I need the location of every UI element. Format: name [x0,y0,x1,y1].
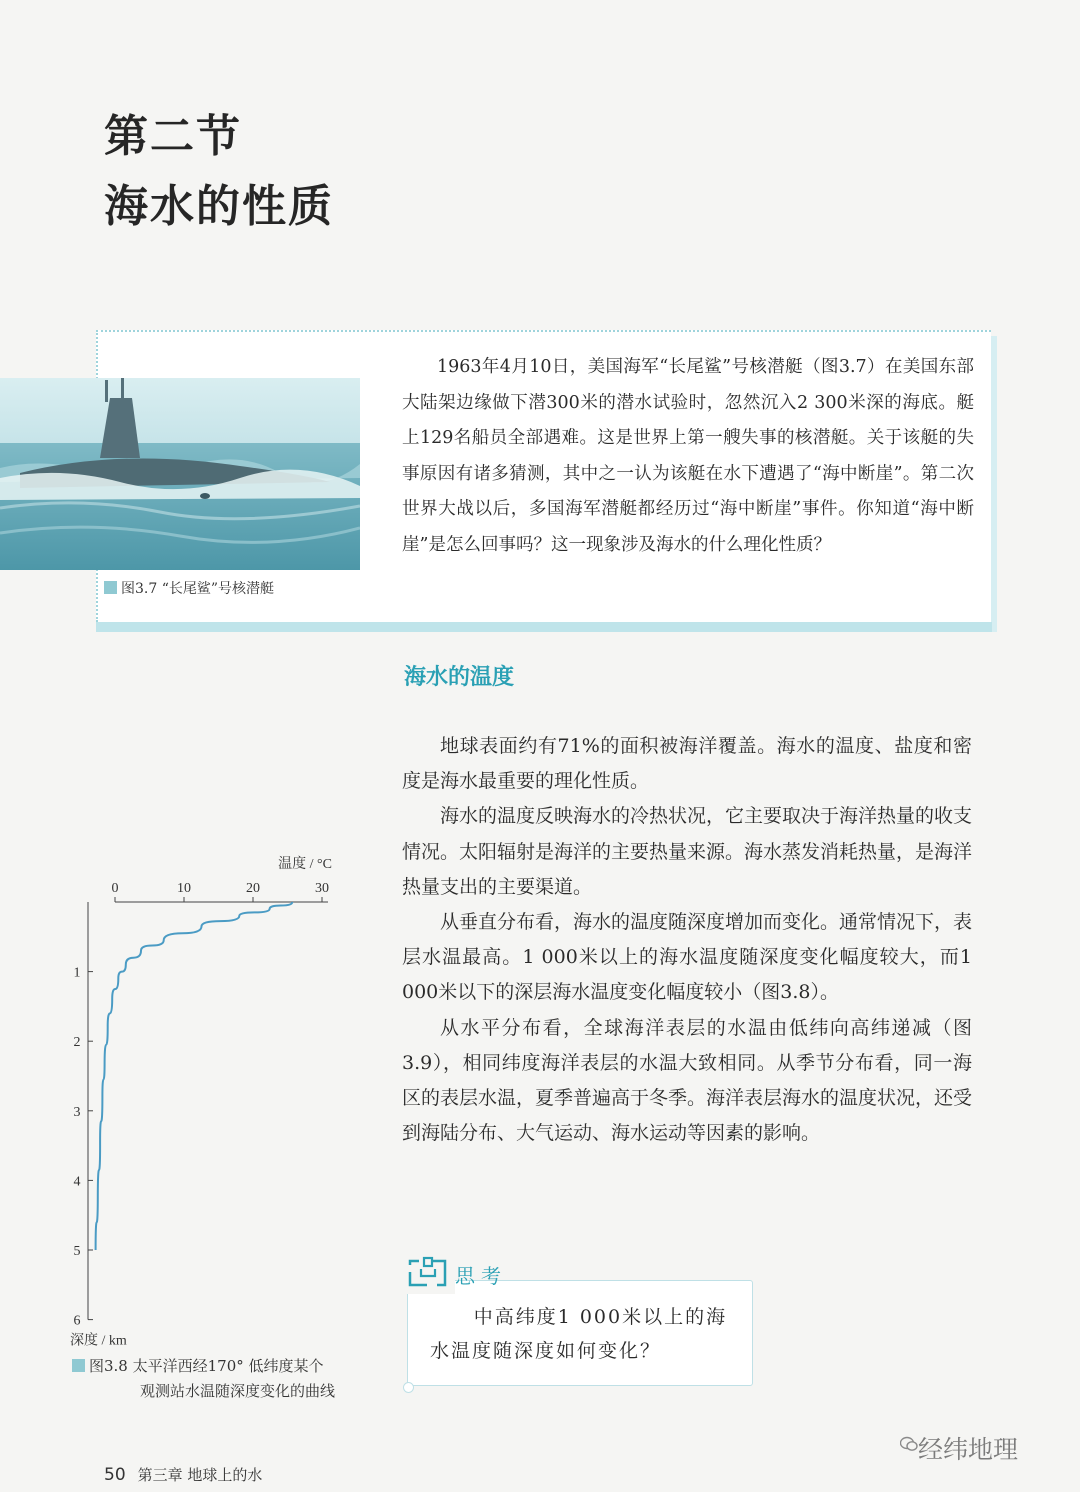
paragraph: 海水的温度反映海水的冷热状况，它主要取决于海洋热量的收支情况。太阳辐射是海洋的主要热量来源。海水蒸发消耗热量，是海洋热量支出的主要渠道。 [402,805,973,898]
temperature-curve [96,902,293,1250]
watermark-text: 经纬地理 [918,1435,1019,1464]
x-axis-title: 温度 / °C [278,857,332,872]
intro-box-shadow-right [991,336,997,632]
y-tick-label: 2 [73,1035,81,1051]
think-question: 中高纬度1 000米以上的海水温度随深度如何变化？ [430,1306,728,1362]
chapter-title: 第三章 地球上的水 [137,1466,263,1484]
body-text [402,729,972,1151]
y-axis-title: 深度 / km [70,1333,127,1349]
x-tick-label: 10 [177,881,191,896]
y-tick-label: 5 [73,1244,81,1259]
paragraph: 从垂直分布看，海水的温度随深度增加而变化。通常情况下，表层水温最高。1 000米以上的海水温度随深度变化幅度较大，而1 000米以下的深层海水温度变化幅度较小（图3.8）。 [402,911,973,1004]
intro-paragraph: 1963年4月10日，美国海军“长尾鲨”号核潜艇（图3.7）在美国东部大陆架边缘做下潜300米的潜水试验时，忽然沉入2 300米深的海底。艇上129名船员全部遇难。这是世界上第一艘失事的核潜艇。关于该艇的失事原因有诸多猜测，其中之一认为该艇在水下遭遇了“海中断崖”。第二次世界大战以后，多国海军潜艇都经历过“海中断崖”事件。你知道“海中断崖”是怎么回事吗？这一现象涉及海水的什么理化性质？ [402,357,974,555]
y-tick-label: 1 [73,965,81,981]
paragraph: 地球表面约有71%的面积被海洋覆盖。海水的温度、盐度和密度是海水最重要的理化性质。 [402,735,972,793]
section-heading: 海水的温度 [404,665,515,690]
y-tick-label: 6 [73,1313,81,1329]
think-icon [407,1256,455,1294]
figure-caption-line2: 观测站水温随深度变化的曲线 [140,1382,336,1400]
figure-caption [72,1354,335,1404]
temperature-depth-chart [60,840,360,1350]
x-tick-label: 0 [111,881,119,896]
page-title: 海水的性质 [104,181,334,232]
think-label: 思考 [455,1264,507,1288]
photo-caption: 图3.7 “长尾鲨”号核潜艇 [104,578,274,598]
page-footer [104,1464,262,1485]
y-tick-label: 4 [73,1174,81,1190]
wechat-icon [900,1436,918,1452]
think-dot [403,1382,414,1393]
paragraph: 从水平分布看，全球海洋表层的水温由低纬向高纬递减（图3.9），相同纬度海洋表层的水温大致相同。从季节分布看，同一海区的表层水温，夏季普遍高于冬季。海洋表层海水的温度状况，还受到海陆分布、大气运动、海水运动等因素的影响。 [402,1016,973,1145]
section-number: 第二节 [104,111,242,162]
intro-box-shadow-bottom [96,622,992,632]
x-tick-label: 20 [246,881,260,896]
figure-caption-line1: 图3.8 太平洋西经170° 低纬度某个 [89,1357,324,1375]
x-tick-label: 30 [315,881,329,896]
y-tick-label: 3 [73,1104,81,1120]
page-number: 50 [104,1465,126,1485]
submarine-photo [0,378,360,570]
